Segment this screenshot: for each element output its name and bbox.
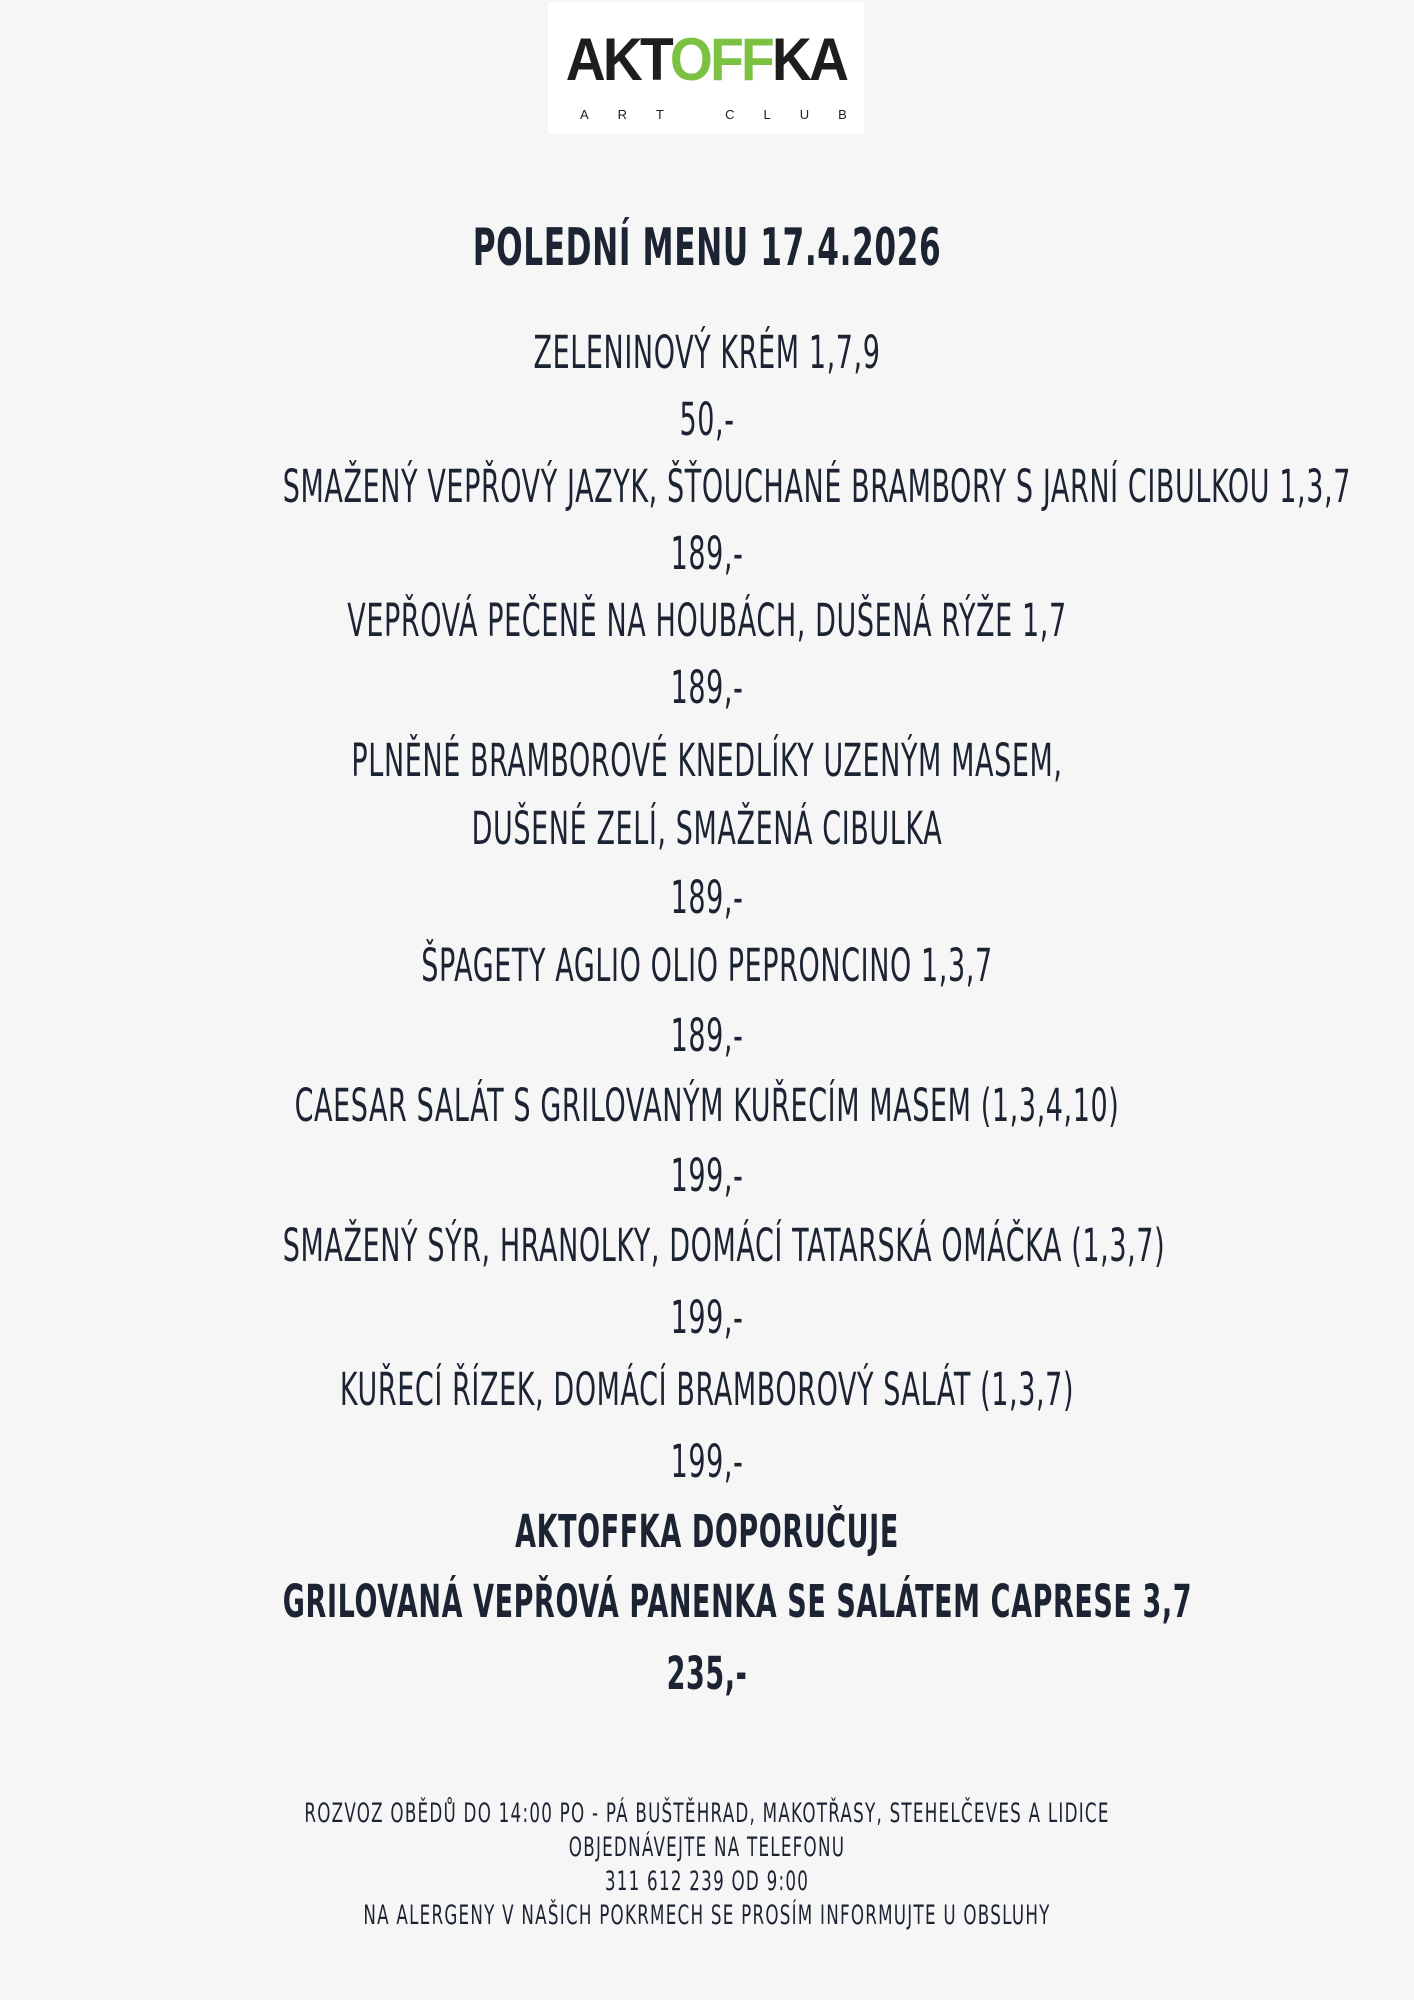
menu-item-price: 189,- — [670, 1009, 744, 1062]
menu-item-name: SMAŽENÝ SÝR, HRANOLKY, DOMÁCÍ TATARSKÁ OMÁČKA (1,3,7) — [282, 1219, 1166, 1272]
menu-item-name-line2: DUŠENÉ ZELÍ, SMAŽENÁ CIBULKA — [471, 802, 943, 855]
menu-item-price: 50,- — [679, 393, 735, 446]
special-item-price: 235,- — [666, 1647, 748, 1700]
logo-part-ka: KA — [772, 26, 847, 93]
menu-item-price: 199,- — [670, 1435, 744, 1488]
menu-item-price: 189,- — [670, 527, 744, 580]
special-item-name: GRILOVANÁ VEPŘOVÁ PANENKA SE SALÁTEM CAPRESE 3,7 — [282, 1575, 1193, 1628]
special-heading: AKTOFFKA DOPORUČUJE — [515, 1505, 899, 1558]
menu-item-price: 189,- — [670, 661, 744, 714]
logo-part-off: OFF — [669, 26, 773, 93]
footer-delivery: ROZVOZ OBĚDŮ DO 14:00 PO - PÁ BUŠTĚHRAD, MAKOTŘASY, STEHELČEVES A LIDICE — [304, 1798, 1110, 1829]
menu-item-name: CAESAR SALÁT S GRILOVANÝM KUŘECÍM MASEM (1,3,4,10) — [294, 1079, 1120, 1132]
menu-item-name: ŠPAGETY AGLIO OLIO PEPRONCINO 1,3,7 — [421, 939, 993, 992]
footer-phone: 311 612 239 OD 9:00 — [604, 1866, 810, 1897]
footer-allergen-note: NA ALERGENY V NAŠICH POKRMECH SE PROSÍM INFORMUJTE U OBSLUHY — [363, 1900, 1051, 1931]
logo — [548, 2, 876, 134]
logo-part-akt: AKT — [565, 26, 670, 93]
logo-wordmark — [561, 26, 852, 93]
menu-title: POLEDNÍ MENU 17.4.2026 — [472, 218, 942, 278]
footer-order-note: OBJEDNÁVEJTE NA TELEFONU — [568, 1832, 846, 1863]
menu-item-name: ZELENINOVÝ KRÉM 1,7,9 — [533, 326, 881, 379]
menu-item-name: KUŘECÍ ŘÍZEK, DOMÁCÍ BRAMBOROVÝ SALÁT (1,3,7) — [339, 1363, 1075, 1416]
menu-item-price: 199,- — [670, 1149, 744, 1202]
menu-item-name: SMAŽENÝ VEPŘOVÝ JAZYK, ŠŤOUCHANÉ BRAMBORY S JARNÍ CIBULKOU 1,3,7 — [282, 460, 1351, 513]
menu-item-price: 199,- — [670, 1291, 744, 1344]
logo-subtitle: ART CLUB — [580, 107, 876, 122]
menu-item-name-line1: PLNĚNÉ BRAMBOROVÉ KNEDLÍKY UZENÝM MASEM, — [351, 734, 1063, 787]
menu-item-name: VEPŘOVÁ PEČENĚ NA HOUBÁCH, DUŠENÁ RÝŽE 1,7 — [347, 594, 1067, 647]
menu-item-price: 189,- — [670, 871, 744, 924]
